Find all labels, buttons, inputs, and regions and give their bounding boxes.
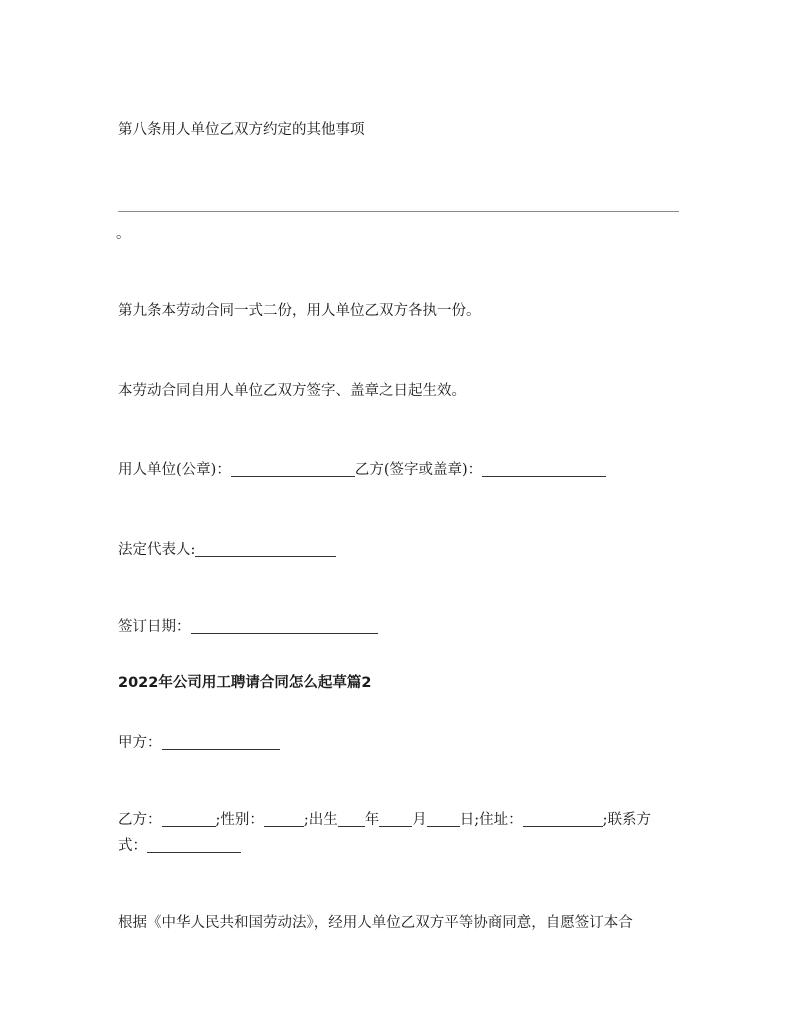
legal-rep-label: 法定代表人: [118,542,196,558]
party-a-label: 甲方： [118,735,162,751]
basis-paragraph: 根据《中华人民共和国劳动法》，经用人单位乙双方平等协商同意，自愿签订本合 [118,915,633,931]
birth-day-blank [427,812,460,828]
party-a-blank [162,735,280,751]
year-label: 年 [364,812,380,828]
blank-fill-line [118,211,679,212]
month-label: 月 [412,812,427,828]
gender-label: ;性别： [215,812,264,828]
contact-blank [147,838,241,854]
gender-blank [264,812,304,828]
signature-line-1 [118,458,606,479]
period-mark: 。 [116,226,131,242]
day-address-label: 日;住址： [459,812,523,828]
address-blank [523,812,603,828]
party-b-label: 乙方： [118,812,162,828]
contact-label: ;联系方 [602,812,652,828]
birth-year-blank [338,812,365,828]
party-b-line [118,808,651,829]
sign-date-label: 签订日期： [118,619,191,635]
employer-seal-blank [231,462,355,478]
sign-date-blank [191,619,378,635]
legal-rep-line [118,538,336,559]
employer-seal-label: 用人单位(公章)： [118,462,231,478]
birth-label: ;出生 [303,812,338,828]
sign-date-line [118,615,378,636]
party-b-signature-blank [482,462,606,478]
contact-line [118,834,241,855]
party-b-name-blank [162,812,216,828]
birth-month-blank [379,812,412,828]
party-b-signature-label: 乙方(签字或盖章)： [354,462,483,478]
legal-rep-blank [195,542,336,558]
article-9-text: 第九条本劳动合同一式二份，用人单位乙双方各执一份。 [118,303,481,319]
effective-clause: 本劳动合同自用人单位乙双方签字、盖章之日起生效。 [118,383,466,399]
contact-continued-label: 式： [118,838,147,854]
article-8-text: 第八条用人单位乙双方约定的其他事项 [118,122,365,138]
party-a-line [118,731,280,752]
section-heading: 2022年公司用工聘请合同怎么起草篇2 [118,675,372,691]
